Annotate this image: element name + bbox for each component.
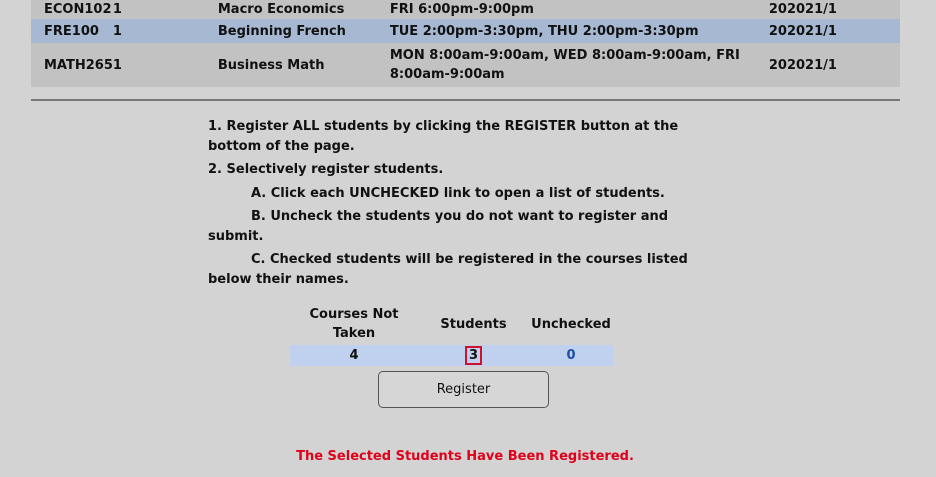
instruction-step-2a: A. Click each UNCHECKED link to open a list of students. xyxy=(251,185,665,201)
course-term: 202021/1 xyxy=(768,23,837,39)
instruction-step-2b: B. Uncheck the students you do not want to register and submit. xyxy=(208,209,669,244)
courses-not-taken-value: 4 xyxy=(290,345,418,366)
registration-summary-table xyxy=(290,303,613,366)
course-schedule: MON 8:00am-9:00am, WED 8:00am-9:00am, FRI 8:00am-9:00am xyxy=(389,48,740,82)
course-section: 1 xyxy=(112,57,122,73)
register-button[interactable]: Register xyxy=(378,371,549,408)
students-cell xyxy=(418,345,529,366)
course-name: Beginning French xyxy=(217,23,346,39)
section-divider xyxy=(31,99,900,101)
course-code: ECON102 xyxy=(44,2,112,17)
table-row xyxy=(31,19,900,43)
instructions xyxy=(208,117,718,293)
instruction-step-2c: C. Checked students will be registered in the courses listed below their names. xyxy=(208,252,688,287)
table-row xyxy=(31,0,900,19)
students-count: 3 xyxy=(465,346,482,365)
instruction-step-1: 1. Register ALL students by clicking the REGISTER button at the bottom of the page. xyxy=(208,119,679,154)
unchecked-cell xyxy=(529,345,613,366)
summary-row xyxy=(290,345,613,366)
course-code: MATH265 xyxy=(44,57,113,73)
course-table xyxy=(31,0,900,87)
instruction-step-2: 2. Selectively register students. xyxy=(208,162,444,177)
status-message: The Selected Students Have Been Registered. xyxy=(296,449,634,464)
course-schedule: TUE 2:00pm-3:30pm, THU 2:00pm-3:30pm xyxy=(389,23,699,39)
course-name: Business Math xyxy=(217,57,325,73)
summary-header-row xyxy=(290,303,613,345)
course-section: 1 xyxy=(112,2,122,17)
students-header: Students xyxy=(440,316,507,332)
courses-not-taken-header: Courses Not Taken xyxy=(309,307,399,341)
unchecked-header: Unchecked xyxy=(531,316,611,332)
course-schedule: FRI 6:00pm-9:00pm xyxy=(389,2,534,17)
course-term: 202021/1 xyxy=(768,57,837,73)
course-name: Macro Economics xyxy=(217,2,345,17)
course-term: 202021/1 xyxy=(768,2,837,17)
table-row xyxy=(31,43,900,87)
course-section: 1 xyxy=(112,23,122,39)
course-code: FRE100 xyxy=(44,23,99,39)
unchecked-link[interactable]: 0 xyxy=(566,348,576,363)
